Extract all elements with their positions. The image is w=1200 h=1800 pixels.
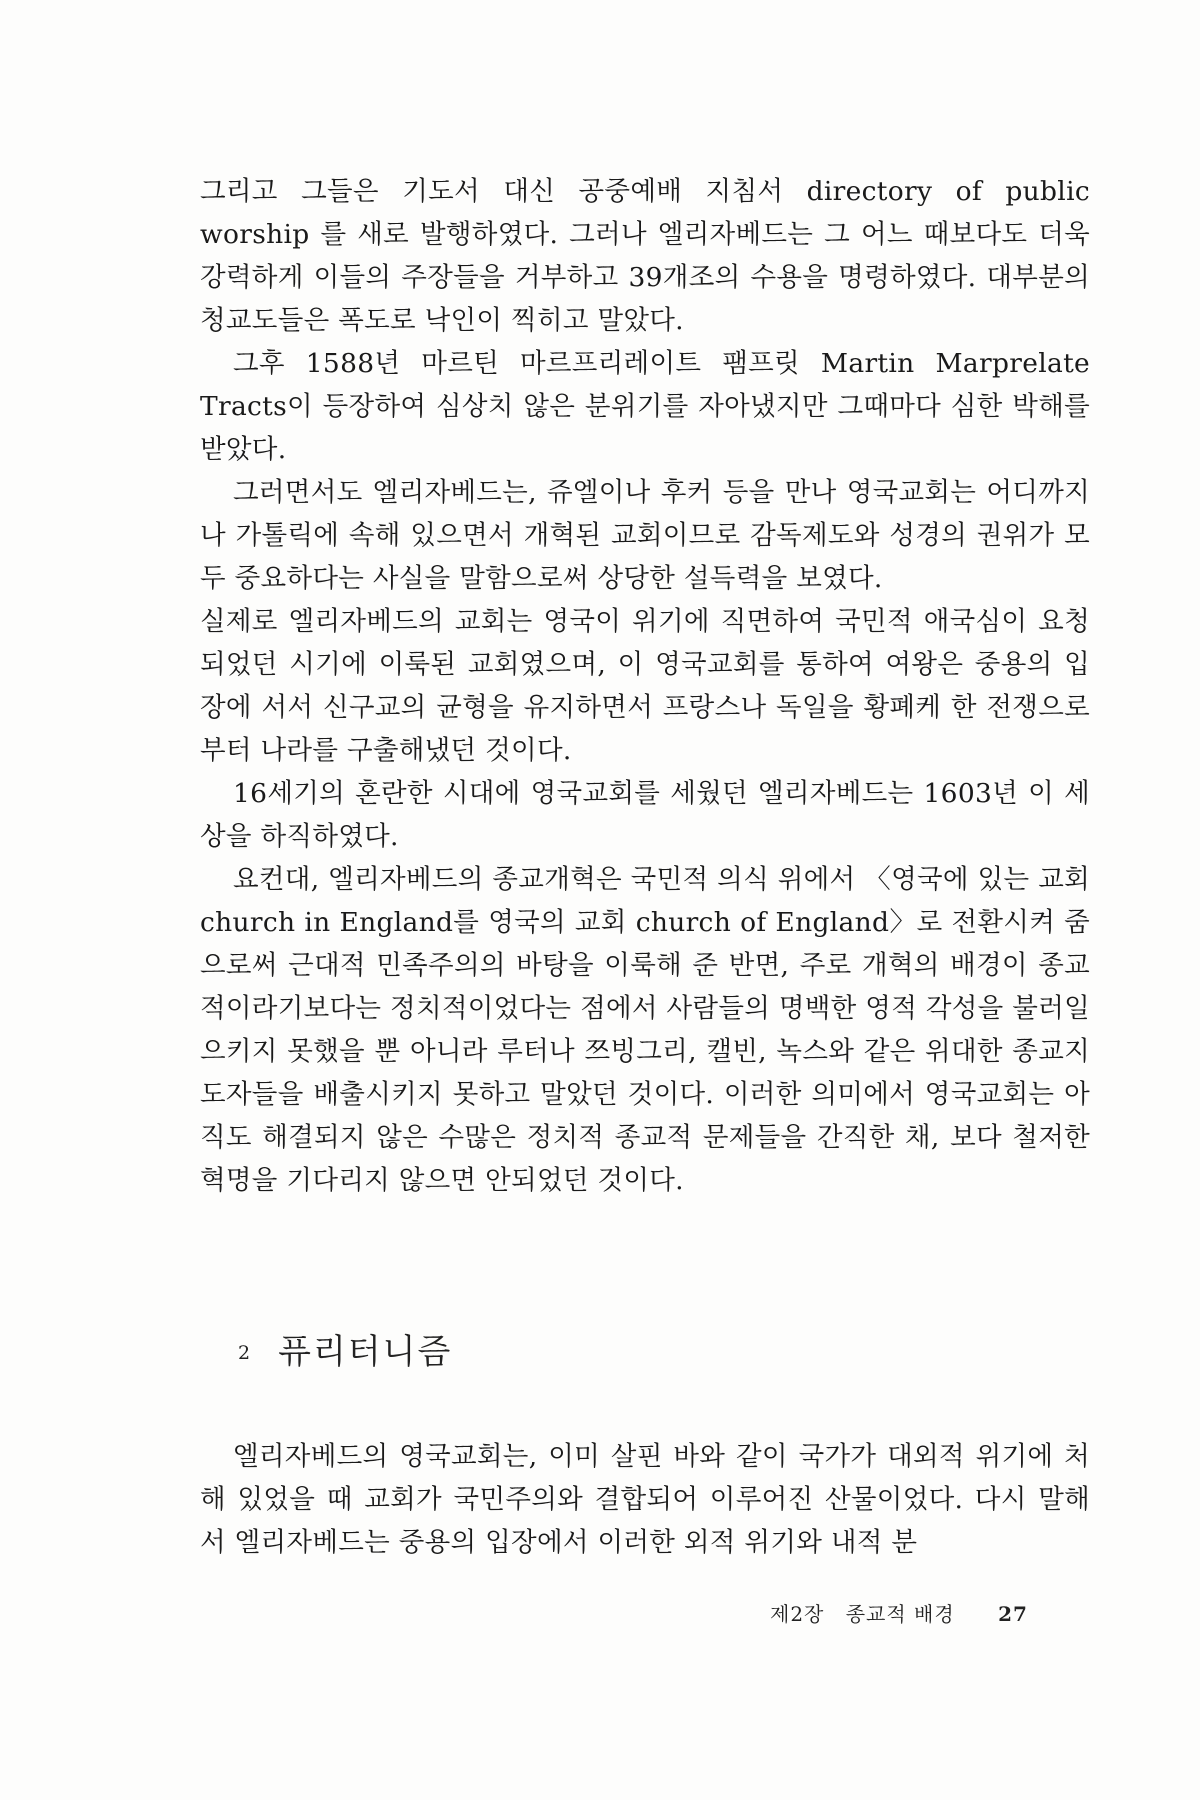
section-number: 2: [238, 1342, 253, 1364]
page-footer: [770, 1598, 1042, 1627]
paragraph-6: 요컨대, 엘리자베드의 종교개혁은 국민적 의식 위에서 〈영국에 있는 교회 church in England를 영국의 교회 church of England〉로 전환시켜 줌으로써 근대적 민족주의의 바탕을 이룩해 준 반면, 주로 개혁의 배경이 종교적이라기보다는 정치적이었다는 점에서 사람들의 명백한 영적 각성을 불러일으키지 못했을 뿐 아니라 루터나 쯔빙그리, 캘빈, 녹스와 같은 위대한 종교지도자들을 배출시키지 못하고 말았던 것이다. 이러한 의미에서 영국교회는 아직도 해결되지 않은 수많은 정치적 종교적 문제들을 간직한 채, 보다 철저한 혁명을 기다리지 않으면 안되었던 것이다.: [200, 864, 1090, 1196]
section-heading: [238, 1330, 452, 1375]
body-text: [200, 170, 1090, 1202]
page-number: 27: [998, 1602, 1028, 1626]
paragraph-3: 그러면서도 엘리자베드는, 쥬엘이나 후커 등을 만나 영국교회는 어디까지나 가톨릭에 속해 있으면서 개혁된 교회이므로 감독제도와 성경의 권위가 모두 중요하다는 사실을 말함으로써 상당한 설득력을 보였다.: [200, 477, 1090, 594]
paragraph-1: 그리고 그들은 기도서 대신 공중예배 지침서 directory of public worship 를 새로 발행하였다. 그러나 엘리자베드는 그 어느 때보다도 더욱 강력하게 이들의 주장들을 거부하고 39개조의 수용을 명령하였다. 대부분의 청교도들은 폭도로 낙인이 찍히고 말았다.: [200, 176, 1090, 336]
section-body-text: [200, 1435, 1090, 1564]
footer-chapter-title: 종교적 배경: [845, 1602, 955, 1626]
footer-chapter: 제2장: [770, 1602, 825, 1626]
section-paragraph-1: 엘리자베드의 영국교회는, 이미 살핀 바와 같이 국가가 대외적 위기에 처해 있었을 때 교회가 국민주의와 결합되어 이루어진 산물이었다. 다시 말해서 엘리자베드는 중용의 입장에서 이러한 외적 위기와 내적 분: [200, 1441, 1090, 1558]
paragraph-2: 그후 1588년 마르틴 마르프리레이트 팸프릿 Martin Marprelate Tracts이 등장하여 심상치 않은 분위기를 자아냈지만 그때마다 심한 박해를 받았다.: [200, 348, 1090, 465]
paragraph-4: 실제로 엘리자베드의 교회는 영국이 위기에 직면하여 국민적 애국심이 요청되었던 시기에 이룩된 교회였으며, 이 영국교회를 통하여 여왕은 중용의 입장에 서서 신구교의 균형을 유지하면서 프랑스나 독일을 황폐케 한 전쟁으로부터 나라를 구출해냈던 것이다.: [200, 606, 1090, 766]
section-title: 퓨리터니즘: [278, 1332, 453, 1372]
paragraph-5: 16세기의 혼란한 시대에 영국교회를 세웠던 엘리자베드는 1603년 이 세상을 하직하였다.: [200, 778, 1090, 852]
